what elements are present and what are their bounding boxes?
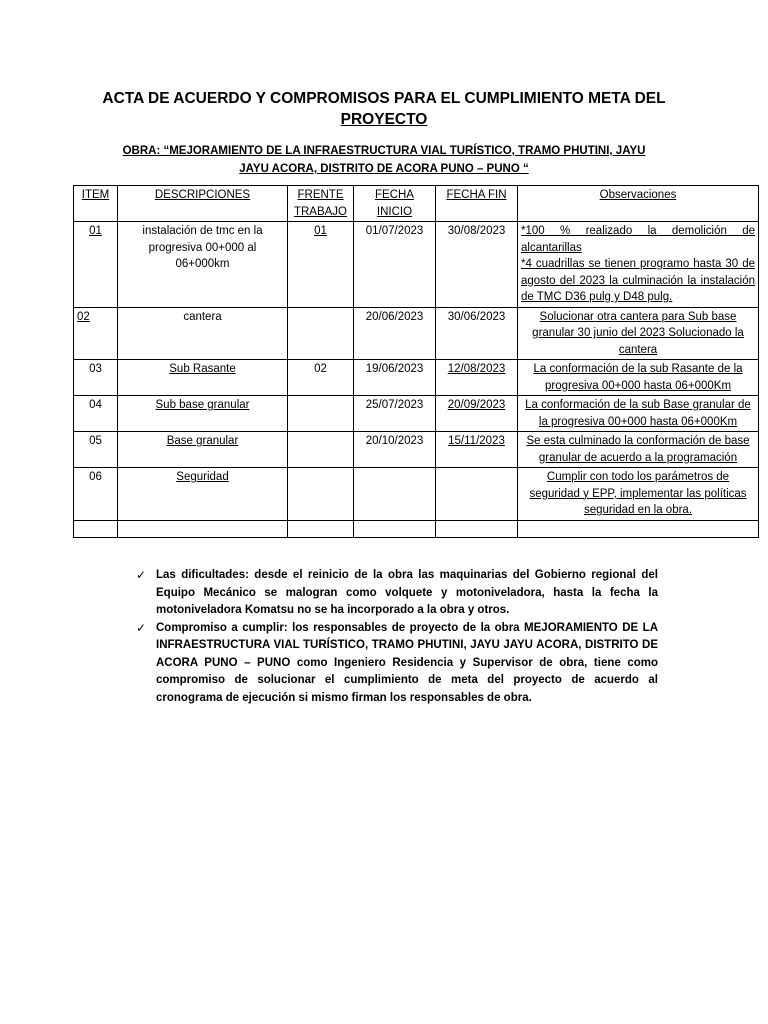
cell-observaciones [518,222,759,308]
header-frente-trabajo: FRENTE TRABAJO [288,186,354,222]
cell-observaciones: La conformación de la sub Base granular de la progresiva 00+000 hasta 06+000Km [518,396,759,432]
title-line-1: ACTA DE ACUERDO Y COMPROMISOS PARA EL CUMPLIMIENTO META DEL [102,90,666,107]
cell-descripcion: Sub base granular [118,396,288,432]
cell-descripcion: Sub Rasante [118,360,288,396]
note-text: Compromiso a cumplir: los responsables de proyecto de la obra MEJORAMIENTO DE LA INFRAESTRUCTURA VIAL TURÍSTICO, TRAMO PHUTINI, JAYU JAYU ACORA, DISTRITO DE ACORA PUNO – PUNO como Ingeniero Residencia y Supervisor de obra, tiene como compromiso de solucionar el cumplimiento de meta del proyecto de acuerdo al cronograma de ejecución si mismo firman los responsables de obra. [156,621,658,704]
table-row-empty [74,520,759,537]
cell-fecha-fin: 12/08/2023 [436,360,518,396]
cell-descripcion: Seguridad [118,468,288,521]
header-fecha-fin: FECHA FIN [436,186,518,222]
cell-empty [436,520,518,537]
activities-table [73,185,759,538]
header-observaciones: Observaciones [518,186,759,222]
obra-line-1: OBRA: “MEJORAMIENTO DE LA INFRAESTRUCTURA VIAL TURÍSTICO, TRAMO PHUTINI, JAYU [122,145,646,157]
cell-fecha-fin: 30/08/2023 [436,222,518,308]
obra-line-2: JAYU ACORA, DISTRITO DE ACORA PUNO – PUNO “ [239,163,529,175]
title-line-2: PROYECTO [340,111,428,128]
header-fecha-inicio: FECHA INICIO [354,186,436,222]
observacion-line: *100 % realizado la demolición de alcantarillas [521,225,755,254]
table-row [74,222,759,308]
cell-item: 03 [74,360,118,396]
cell-item: 05 [74,432,118,468]
table-row [74,468,759,521]
cell-descripcion: Base granular [118,432,288,468]
cell-frente [288,468,354,521]
table-row [74,307,759,360]
notes-list [136,567,658,707]
cell-item: 01 [74,222,118,308]
obra-subtitle [90,142,678,178]
cell-empty [288,520,354,537]
header-item: ITEM [74,186,118,222]
note-item-dificultades [136,567,658,620]
cell-descripcion: cantera [118,307,288,360]
note-text: Las dificultades: desde el reinicio de la obra las maquinarias del Gobierno regional del Equipo Mecánico se malogran como volquete y motoniveladora, hasta la fecha la motoniveladora Komatsu no se ha incorporado a la obra y otros. [156,569,658,616]
cell-frente: 02 [288,360,354,396]
cell-fecha-fin [436,468,518,521]
cell-fecha-inicio: 20/10/2023 [354,432,436,468]
cell-fecha-inicio [354,468,436,521]
cell-item: 04 [74,396,118,432]
cell-fecha-inicio: 01/07/2023 [354,222,436,308]
cell-fecha-fin: 15/11/2023 [436,432,518,468]
cell-frente: 01 [288,222,354,308]
cell-fecha-fin: 20/09/2023 [436,396,518,432]
table-row [74,432,759,468]
cell-fecha-inicio: 19/06/2023 [354,360,436,396]
header-descripciones: DESCRIPCIONES [118,186,288,222]
table-header-row [74,186,759,222]
cell-empty [118,520,288,537]
cell-fecha-inicio: 25/07/2023 [354,396,436,432]
cell-item: 02 [74,307,118,360]
cell-frente [288,307,354,360]
cell-empty [74,520,118,537]
cell-observaciones: Solucionar otra cantera para Sub base granular 30 junio del 2023 Solucionado la cantera [518,307,759,360]
cell-fecha-fin: 30/06/2023 [436,307,518,360]
cell-frente [288,396,354,432]
cell-empty [354,520,436,537]
note-item-compromiso [136,620,658,708]
cell-item: 06 [74,468,118,521]
document-title [60,88,708,130]
table-row [74,396,759,432]
cell-descripcion: instalación de tmc en la progresiva 00+000 al 06+000km [118,222,288,308]
cell-observaciones: Se esta culminado la conformación de base granular de acuerdo a la programación [518,432,759,468]
checkmark-icon: ✓ [136,620,147,635]
table-row [74,360,759,396]
observacion-line: *4 cuadrillas se tienen programo hasta 30 de agosto del 2023 la culminación la instalación de TMC D36 pulg y D48 pulg. [521,258,755,303]
cell-observaciones: La conformación de la sub Rasante de la progresiva 00+000 hasta 06+000Km [518,360,759,396]
cell-frente [288,432,354,468]
cell-empty [518,520,759,537]
cell-fecha-inicio: 20/06/2023 [354,307,436,360]
cell-observaciones: Cumplir con todo los parámetros de seguridad y EPP, implementar las políticas seguridad en la obra. [518,468,759,521]
checkmark-icon: ✓ [136,568,147,582]
